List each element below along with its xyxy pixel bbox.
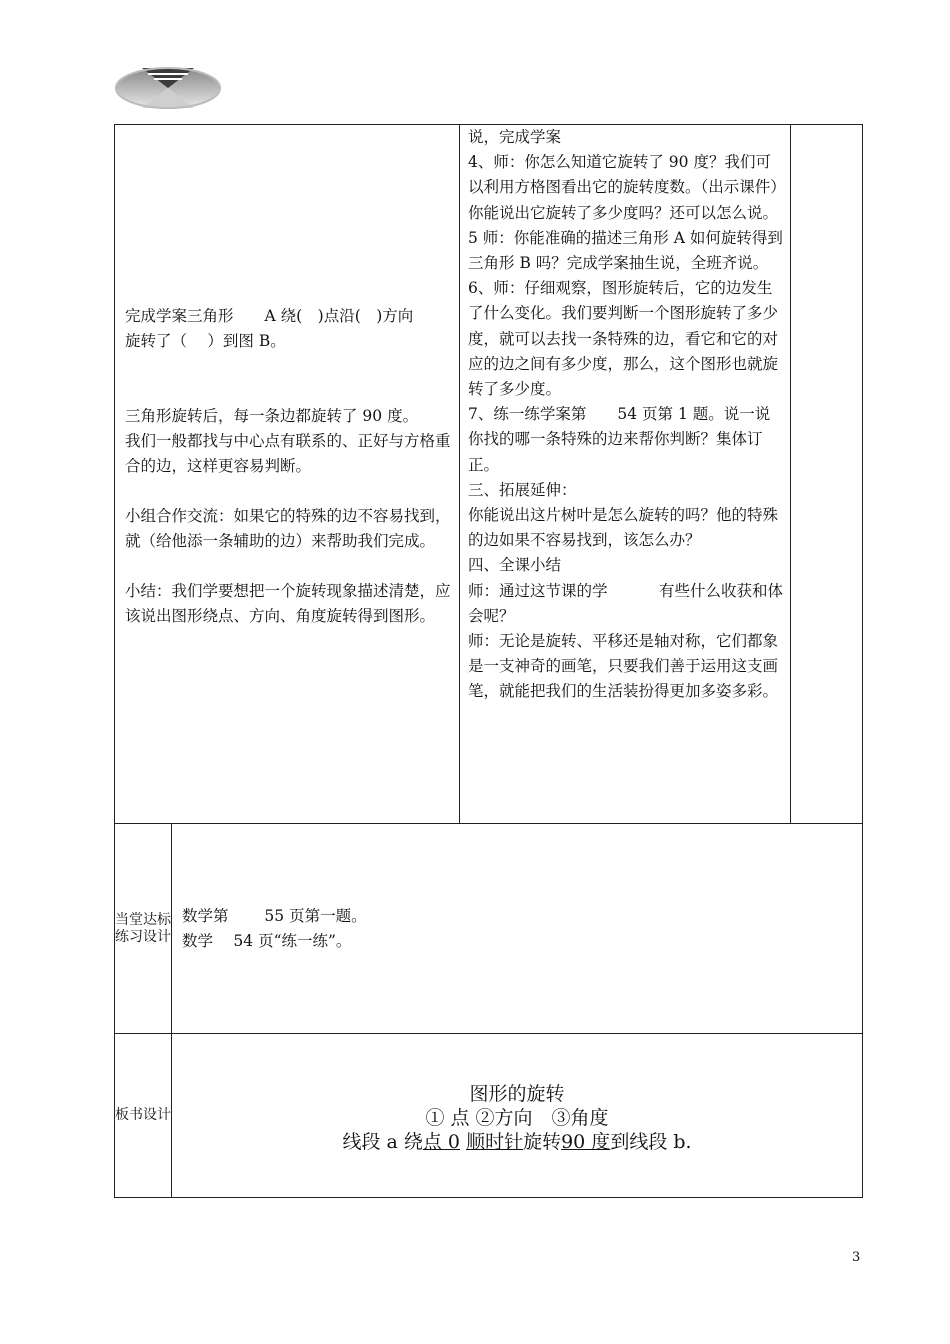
practice-line-2: 数学 54 页“练一练”。 — [182, 931, 352, 950]
text-line: 说，完成学案 — [468, 128, 562, 146]
line-2: 旋转了（ ）到图 B。 — [125, 332, 286, 350]
teaching-process-row — [115, 125, 863, 824]
page-number: 3 — [852, 1250, 861, 1265]
practice-content — [172, 824, 863, 1034]
text-line: 四、全课小结 — [468, 556, 562, 575]
board-items: ① 点 ②方向 ③角度 — [425, 1106, 609, 1129]
practice-label: 当堂达标练习设计 — [115, 824, 172, 1034]
text-line: 师：无论是旋转、平移还是轴对称，它们都象是一支神奇的画笔，只要我们善于运用这支画笔，就能把我们的生活装扮得更加多姿多彩。 — [468, 632, 779, 701]
paragraph-summary: 小结：我们学要想把一个旋转现象描述清楚，应该说出图形绕点、方向、角度旋转得到图形。 — [125, 582, 451, 625]
teacher-activity-cell — [460, 125, 791, 824]
board-content — [172, 1034, 863, 1198]
board-point: 点 0 — [422, 1130, 461, 1153]
paragraph-group-discussion: 小组合作交流：如果它的特殊的边不容易找到，就（给他添一条辅助的边）来帮助我们完成。 — [125, 507, 451, 550]
student-activity-cell — [115, 125, 460, 824]
paragraph-method: 我们一般都找与中心点有联系的、正好与方格重合的边，这样更容易判断。 — [125, 432, 451, 475]
text-line: 师：通过这节课的学 有些什么收获和体会呢？ — [468, 581, 783, 625]
paragraph-rotation: 三角形旋转后，每一条边都旋转了 90 度。 — [125, 407, 419, 425]
lesson-plan-table — [114, 124, 863, 1198]
practice-line-1: 数学第 55 页第一题。 — [182, 906, 367, 925]
notes-cell — [791, 125, 863, 824]
board-angle: 90 度 — [561, 1130, 611, 1153]
text-line: 5 师：你能准确的描述三角形 A 如何旋转得到三角形 B 吗？完成学案抽生说，全班齐说。 — [468, 228, 783, 273]
text-line: 6、师：仔细观察，图形旋转后，它的边发生了什么变化。我们要判断一个图形旋转了多少度，就可以去找一条特殊的边，看它和它的对应的边之间有多少度，那么，这个图形也就旋转了多少度。 — [468, 279, 779, 399]
text-line: 三、拓展延伸： — [468, 480, 577, 499]
board-statement: 线段 a 绕点 0 顺时针旋转90 度到线段 b. — [342, 1130, 692, 1153]
line-1: 完成学案三角形 A 绕( )点沿( )方向 — [125, 307, 414, 325]
school-emblem-logo — [112, 62, 224, 114]
board-title: 图形的旋转 — [469, 1082, 565, 1105]
board-row — [115, 1034, 863, 1198]
text-line: 你能说出这片树叶是怎么旋转的吗？他的特殊的边如果不容易找到，该怎么办？ — [468, 506, 779, 550]
text-line: 4、师：你怎么知道它旋转了 90 度？我们可以利用方格图看出它的旋转度数。（出示课件）你能说出它旋转了多少度吗？还可以怎么说。 — [468, 153, 779, 222]
board-label: 板书设计 — [115, 1034, 172, 1198]
text-line: 7、练一练学案第 54 页第 1 题。说一说你找的哪一条特殊的边来帮你判断？集体订正。 — [468, 405, 771, 474]
practice-row — [115, 824, 863, 1034]
board-direction: 顺时针 — [466, 1130, 524, 1153]
